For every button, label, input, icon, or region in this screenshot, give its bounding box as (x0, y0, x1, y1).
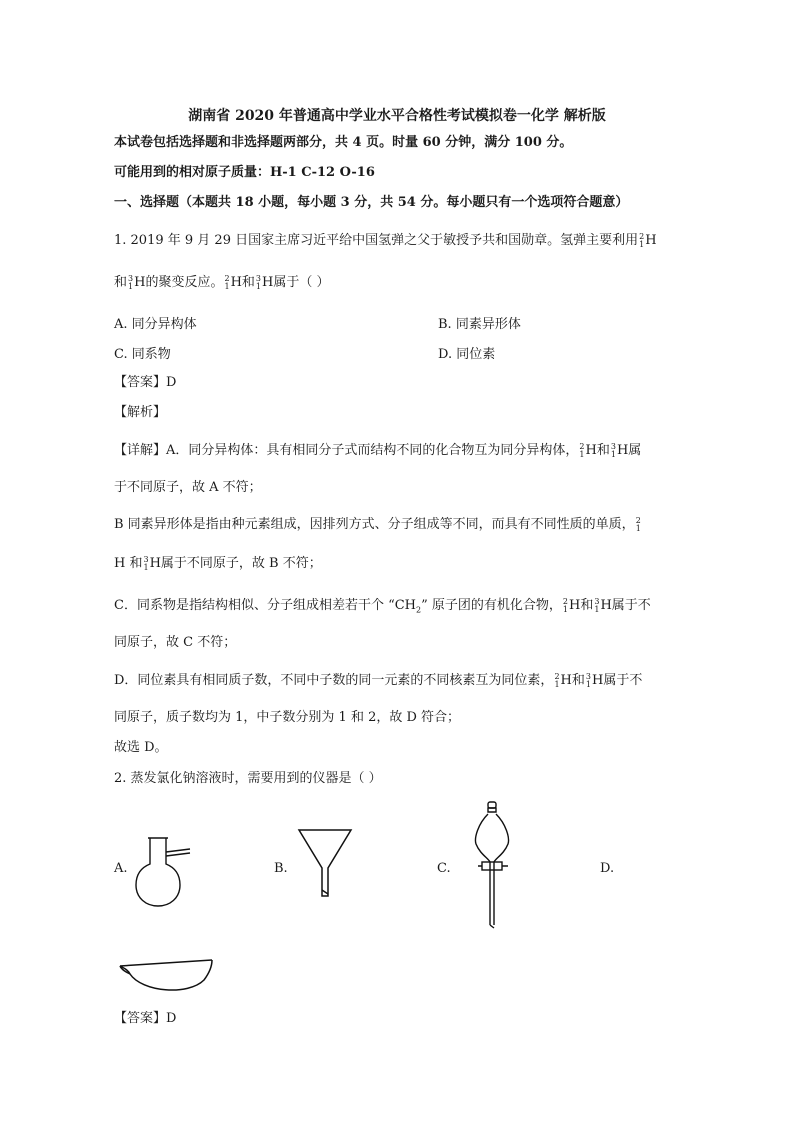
q2-answer: 【答案】D (114, 1011, 177, 1026)
separatory-funnel-icon (468, 800, 518, 930)
q1-detail-line-8: 同原子，质子数均为 1，中子数分别为 1 和 2，故 D 符合； (114, 710, 461, 725)
q2-label-c: C. (437, 861, 451, 876)
q1-detail-line-6: 同原子，故 C 不符； (114, 635, 237, 650)
q2-label-b: B. (274, 861, 288, 876)
q1-detail-line-1: 【详解】A．同分异构体：具有相同分子式而结构不同的化合物互为同分异构体， 2 1 H和 3 1 H属 (114, 441, 642, 459)
q1-answer: 【答案】D (114, 375, 177, 390)
funnel-icon (297, 828, 353, 898)
q1-detail-line-7: D．同位素具有相同质子数，不同中子数的同一元素的不同核素互为同位素， 2 1 H和 3 1 H属于不 (114, 671, 643, 689)
document-title: 湖南省 2020 年普通高中学业水平合格性考试模拟卷一化学 解析版 (188, 108, 606, 124)
evaporating-dish-icon (118, 958, 214, 998)
q1-stem-line-2: 和 3 1 H的聚变反应。 2 1 H和 3 1 H属于（ ） (114, 273, 330, 291)
intro-line-2: 可能用到的相对原子质量：H-1 C-12 O-16 (114, 165, 375, 180)
q2-stem: 2. 蒸发氯化钠溶液时，需要用到的仪器是（ ） (114, 771, 382, 786)
q1-stem-line-1: 1. 2019 年 9 月 29 日国家主席习近平给中国氢弹之父于敏授予共和国勋章。氢弹主要利用 2 1 H (114, 231, 657, 249)
q1-detail-line-4: H 和 3 1 H属于不同原子，故 B 不符； (114, 554, 322, 572)
q1-option-a: A. 同分异构体 (114, 317, 197, 332)
section-heading: 一、选择题（本题共 18 小题，每小题 3 分，共 54 分。每小题只有一个选项符合题意） (114, 195, 629, 210)
q2-label-d: D. (600, 861, 615, 876)
q2-label-a: A. (114, 861, 128, 876)
round-bottom-flask-icon (134, 832, 194, 908)
q1-detail-line-3: B 同素异形体是指由种元素组成，因排列方式、分子组成等不同，而具有不同性质的单质， 2 1 (114, 515, 641, 533)
q1-option-d: D. 同位素 (438, 347, 496, 362)
intro-line-1: 本试卷包括选择题和非选择题两部分，共 4 页。时量 60 分钟，满分 100 分。 (114, 135, 573, 150)
q1-analysis-heading: 【解析】 (114, 405, 167, 420)
isotope-h2: 2 1 (639, 231, 645, 249)
q1-option-b: B. 同素异形体 (438, 317, 521, 332)
q1-option-c: C. 同系物 (114, 347, 171, 362)
q1-conclusion: 故选 D。 (114, 740, 168, 755)
q1-detail-line-2: 于不同原子，故 A 不符； (114, 480, 262, 495)
q1-detail-line-5: C．同系物是指结构相似、分子组成相差若干个 “$CH_2$” 原子团的有机化合物， 2 1 H和 3 1 H属于不 (114, 596, 651, 615)
